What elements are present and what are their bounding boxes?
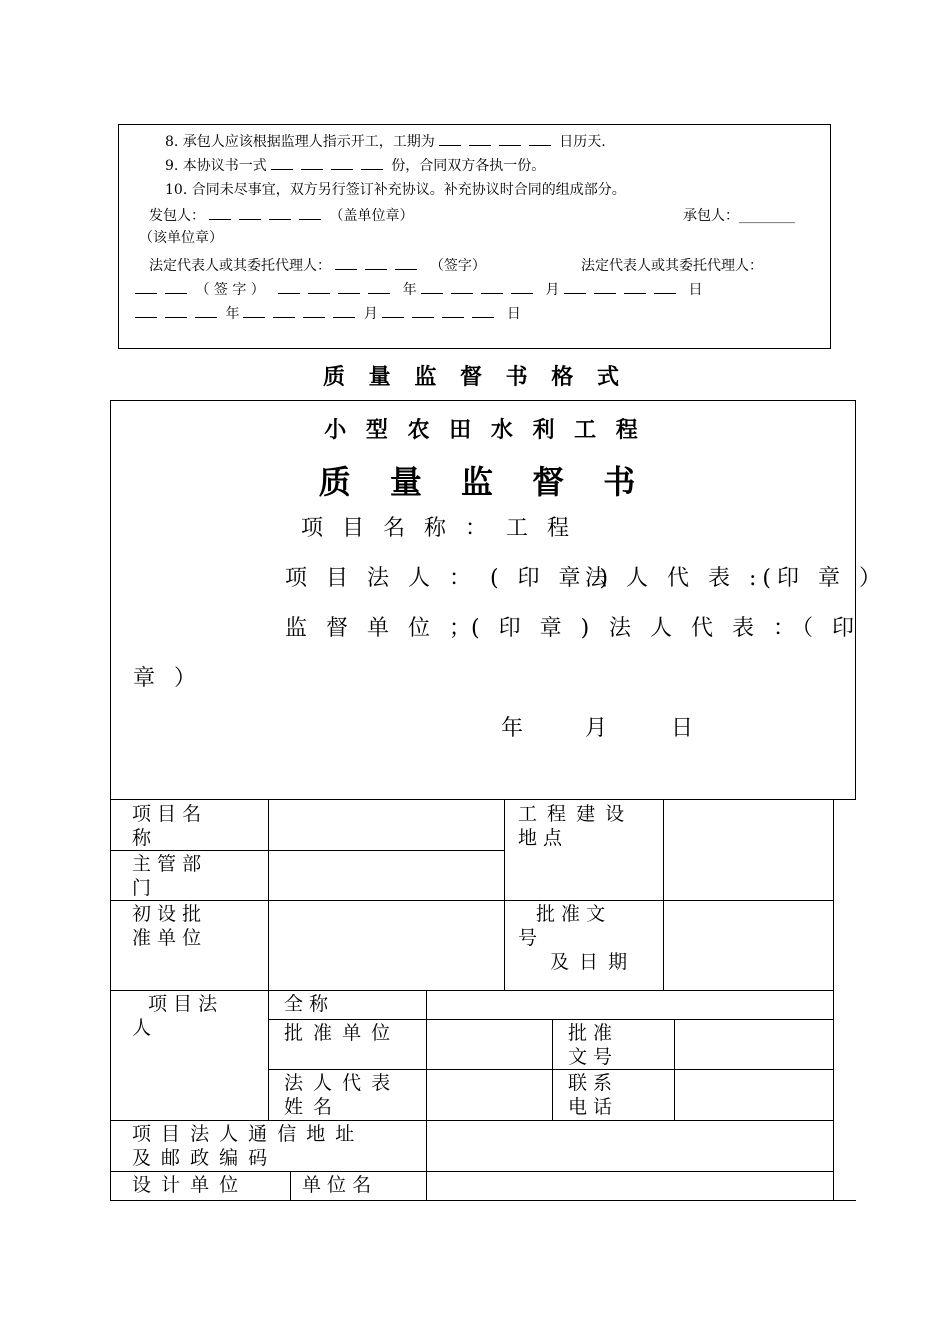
label-rep-name: 法 人 代 表 姓 名 [284, 1072, 393, 1118]
label-approve-no: 批 准 文 号 [568, 1022, 613, 1068]
label-legal-person: 项 目 法 人 [132, 993, 218, 1039]
label-address: 项 目 法 人 通 信 地 址 及 邮 政 编 码 [132, 1123, 357, 1169]
label-unit-name: 单 位 名 [302, 1174, 372, 1196]
agreement-item-9: 9. 本协议书一式 份，合同双方各执一份。 [165, 158, 546, 174]
cover-subtitle: 小 型 农 田 水 利 工 程 [324, 417, 644, 443]
field-fullname[interactable] [426, 990, 833, 1019]
cover-supervisor-seal: ( 印 章 ) [471, 616, 596, 641]
field-approve-no[interactable] [674, 1019, 833, 1069]
label-doc-no: 批 准 文 号 及 日 期 [518, 903, 630, 973]
cover-year: 年 [501, 716, 530, 741]
contractor-seal: （该单位章） [139, 230, 223, 246]
label-design-unit: 设 计 单 位 [132, 1174, 241, 1196]
agreement-item-8: 8. 承包人应该根据监理人指示开工，工期为 日历天. [165, 134, 606, 150]
section-heading: 质 量 监 督 书 格 式 [323, 364, 627, 390]
contractor-label: 承包人：________ [683, 208, 795, 224]
cover-legal-rep-2: 法 人 代 表 ： [609, 616, 801, 641]
legal-rep-label-2: 法定代表人或其委托代理人： [581, 258, 763, 274]
label-dept: 主 管 部 门 [132, 853, 202, 899]
field-address[interactable] [426, 1120, 833, 1171]
cover-project-legal-person: 项 目 法 人 ： ( 印 章 ) [285, 566, 615, 591]
legal-rep-line: 法定代表人或其委托代理人： （签字） [149, 258, 486, 274]
cover-project-name: 项 目 名 称 ： 工 程 [301, 516, 575, 541]
label-project-name: 项 目 名 称 [132, 803, 202, 849]
field-approver[interactable] [268, 900, 504, 990]
cover-legal-rep: 法 人 代 表 :(印 章 ） [585, 566, 887, 591]
cover-day: 日 [671, 716, 700, 741]
label-fullname: 全 称 [284, 993, 329, 1015]
field-phone[interactable] [674, 1069, 833, 1120]
field-unit-name[interactable] [426, 1171, 833, 1200]
field-dept[interactable] [268, 850, 504, 900]
cover-month: 月 [585, 716, 614, 741]
signature-date-line-1: （ 签 字 ） 年 月 日 [131, 281, 702, 299]
label-phone: 联 系 电 话 [568, 1072, 613, 1118]
cover-box [110, 400, 887, 800]
signature-date-line-2: 年 月 日 [131, 305, 521, 323]
cover-supervisor: 监 督 单 位 ； [285, 616, 477, 641]
field-rep-name[interactable] [426, 1069, 552, 1120]
employer-line: 发包人： （盖单位章） [149, 208, 414, 224]
cover-title: 质 量 监 督 书 [318, 463, 650, 501]
cover-seal-open: （ 印 [791, 616, 860, 641]
label-approve-unit: 批 准 单 位 [284, 1022, 393, 1044]
field-approve-unit[interactable] [426, 1019, 552, 1069]
field-doc-no[interactable] [663, 900, 833, 990]
label-site: 工 程 建 设 地 点 [518, 803, 627, 849]
agreement-box [118, 124, 831, 349]
field-project-name[interactable] [268, 800, 504, 850]
agreement-item-10: 10. 合同未尽事宜，双方另行签订补充协议。补充协议时合同的组成部分。 [165, 182, 626, 198]
label-approver: 初 设 批 准 单 位 [132, 903, 202, 949]
cover-seal-close: 章 ） [133, 666, 202, 691]
field-site[interactable] [663, 800, 833, 900]
